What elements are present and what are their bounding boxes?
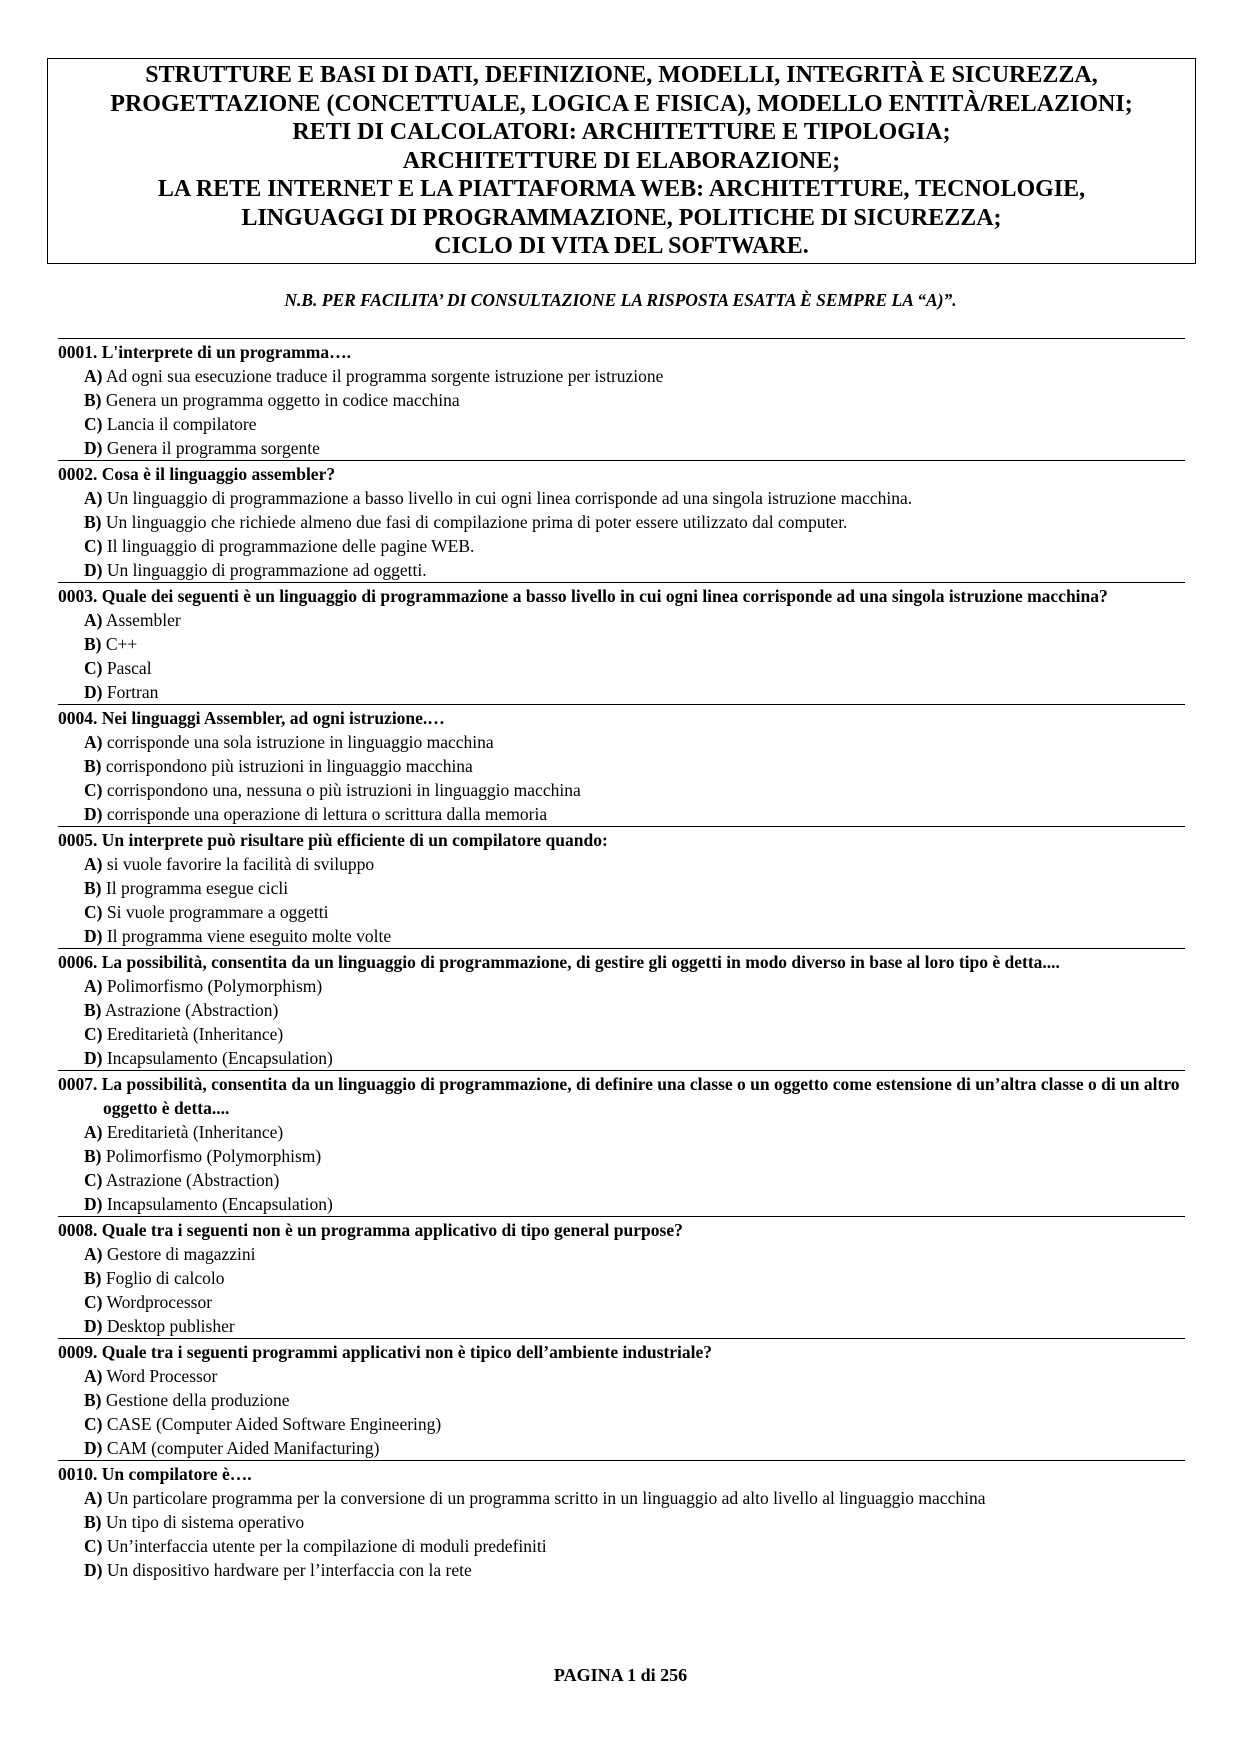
option-text: Un linguaggio che richiede almeno due fasi di compilazione prima di poter essere utilizzato dal computer. [101,512,848,532]
option-text: Genera un programma oggetto in codice macchina [101,390,460,410]
option-text: Incapsulamento (Encapsulation) [102,1194,333,1214]
option-letter: B) [84,634,102,654]
question-item [58,704,1185,826]
answer-option [58,802,1185,826]
question-text: 0006. La possibilità, consentita da un linguaggio di programmazione, di gestire gli oggetti in modo diverso in base al loro tipo è detta.... [58,952,1060,972]
option-text: Fortran [102,682,159,702]
option-text: Lancia il compilatore [102,414,257,434]
answer-option [58,900,1185,924]
question-list [58,338,1185,1582]
answer-option [58,656,1185,680]
option-letter: C) [84,1292,103,1312]
option-letter: A) [84,732,103,752]
option-letter: C) [84,1536,103,1556]
answer-option [58,364,1185,388]
option-letter: A) [84,610,103,630]
answer-note: N.B. PER FACILITA’ DI CONSULTAZIONE LA RISPOSTA ESATTA È SEMPRE LA “A)”. [284,290,957,310]
option-text: Polimorfismo (Polymorphism) [101,1146,322,1166]
answer-option [58,412,1185,436]
option-letter: B) [84,1512,102,1532]
option-text: Desktop publisher [102,1316,235,1336]
option-text: Genera il programma sorgente [102,438,320,458]
option-text: Il programma esegue cicli [101,878,289,898]
title-line: STRUTTURE E BASI DI DATI, DEFINIZIONE, MODELLI, INTEGRITÀ E SICUREZZA, [145,61,1098,88]
option-letter: A) [84,1122,103,1142]
question-item [58,826,1185,948]
answer-option [58,1412,1185,1436]
question-item [58,338,1185,460]
answer-option [58,1388,1185,1412]
answer-option [58,1120,1185,1144]
answer-option [58,1192,1185,1216]
answer-option [58,778,1185,802]
option-letter: B) [84,878,102,898]
answer-option [58,1486,1185,1510]
option-text: Ereditarietà (Inheritance) [102,1024,284,1044]
option-text: Gestore di magazzini [102,1244,256,1264]
question-item [58,1338,1185,1460]
option-letter: C) [84,536,103,556]
answer-option [58,1022,1185,1046]
option-text: Un dispositivo hardware per l’interfaccia con la rete [102,1560,472,1580]
question-text: 0003. Quale dei seguenti è un linguaggio di programmazione a basso livello in cui ogni linea corrisponde ad una singola istruzione macchina? [58,586,1108,606]
answer-option [58,1290,1185,1314]
option-text: Ereditarietà (Inheritance) [102,1122,284,1142]
option-letter: B) [84,756,102,776]
question-text: 0008. Quale tra i seguenti non è un programma applicativo di tipo general purpose? [58,1220,683,1240]
option-letter: C) [84,658,103,678]
option-letter: D) [84,926,103,946]
option-text: Polimorfismo (Polymorphism) [102,976,323,996]
option-text: CASE (Computer Aided Software Engineering) [102,1414,442,1434]
option-letter: D) [84,1560,103,1580]
option-text: Astrazione (Abstraction) [102,1170,280,1190]
option-text: Word Processor [102,1366,218,1386]
option-letter: B) [84,1268,102,1288]
option-letter: B) [84,1146,102,1166]
option-letter: D) [84,804,103,824]
question-item [58,582,1185,704]
answer-option [58,486,1185,510]
question-item [58,1216,1185,1338]
option-letter: D) [84,1048,103,1068]
option-text: corrisponde una operazione di lettura o scrittura dalla memoria [102,804,548,824]
answer-option [58,754,1185,778]
question-text: 0004. Nei linguaggi Assembler, ad ogni istruzione.… [58,708,445,728]
option-letter: A) [84,1488,103,1508]
option-letter: B) [84,1000,102,1020]
option-letter: A) [84,976,103,996]
answer-option [58,510,1185,534]
question-item [58,948,1185,1070]
option-letter: D) [84,1194,103,1214]
answer-option [58,1436,1185,1460]
answer-option [58,1046,1185,1070]
answer-option [58,1168,1185,1192]
answer-option [58,998,1185,1022]
option-letter: C) [84,780,103,800]
option-letter: D) [84,1316,103,1336]
title-line: CICLO DI VITA DEL SOFTWARE. [434,233,809,260]
title-box [47,58,1196,264]
option-text: Il programma viene eseguito molte volte [102,926,392,946]
option-text: CAM (computer Aided Manifacturing) [102,1438,380,1458]
title-line: LA RETE INTERNET E LA PIATTAFORMA WEB: ARCHITETTURE, TECNOLOGIE, [157,176,1086,203]
option-letter: B) [84,1390,102,1410]
answer-option [58,1364,1185,1388]
option-letter: A) [84,366,103,386]
answer-option [58,608,1185,632]
page-number: PAGINA 1 di 256 [553,1665,688,1685]
option-letter: B) [84,390,102,410]
answer-option [58,924,1185,948]
option-text: Assembler [102,610,181,630]
title-line: RETI DI CALCOLATORI: ARCHITETTURE E TIPOLOGIA; [292,119,951,146]
option-text: si vuole favorire la facilità di sviluppo [102,854,375,874]
title-line: ARCHITETTURE DI ELABORAZIONE; [402,147,841,174]
option-text: Foglio di calcolo [101,1268,225,1288]
answer-option [58,1558,1185,1582]
option-text: Un particolare programma per la conversione di un programma scritto in un linguaggio ad alto livello al linguaggio macchina [102,1488,986,1508]
title-line: LINGUAGGI DI PROGRAMMAZIONE, POLITICHE DI SICUREZZA; [241,204,1002,231]
option-text: Un’interfaccia utente per la compilazione di moduli predefiniti [102,1536,547,1556]
option-text: Un tipo di sistema operativo [101,1512,305,1532]
question-text: 0010. Un compilatore è…. [58,1464,252,1484]
option-letter: D) [84,560,103,580]
answer-option [58,388,1185,412]
option-letter: A) [84,1366,103,1386]
answer-option [58,1144,1185,1168]
title-line: PROGETTAZIONE (CONCETTUALE, LOGICA E FISICA), MODELLO ENTITÀ/RELAZIONI; [110,90,1133,117]
question-text: 0005. Un interprete può risultare più efficiente di un compilatore quando: [58,830,608,850]
option-text: Pascal [102,658,152,678]
answer-option [58,876,1185,900]
answer-option [58,534,1185,558]
option-letter: D) [84,438,103,458]
question-text: 0001. L'interprete di un programma…. [58,342,351,362]
option-letter: C) [84,902,103,922]
answer-option [58,730,1185,754]
option-text: corrispondono più istruzioni in linguaggio macchina [101,756,473,776]
option-letter: D) [84,1438,103,1458]
answer-option [58,1510,1185,1534]
option-text: C++ [101,634,138,654]
question-item [58,1070,1185,1216]
answer-option [58,1266,1185,1290]
option-text: Un linguaggio di programmazione ad oggetti. [102,560,427,580]
answer-option [58,632,1185,656]
option-letter: B) [84,512,102,532]
answer-option [58,1242,1185,1266]
option-text: corrisponde una sola istruzione in linguaggio macchina [102,732,494,752]
option-text: corrispondono una, nessuna o più istruzioni in linguaggio macchina [102,780,581,800]
option-letter: A) [84,1244,103,1264]
question-text: 0009. Quale tra i seguenti programmi applicativi non è tipico dell’ambiente industriale? [58,1342,712,1362]
option-text: Gestione della produzione [101,1390,290,1410]
answer-option [58,852,1185,876]
option-text: Si vuole programmare a oggetti [102,902,329,922]
option-letter: A) [84,854,103,874]
question-item [58,1460,1185,1582]
option-letter: C) [84,414,103,434]
option-text: Incapsulamento (Encapsulation) [102,1048,333,1068]
question-item [58,460,1185,582]
answer-option [58,436,1185,460]
answer-option [58,558,1185,582]
question-text: 0007. La possibilità, consentita da un linguaggio di programmazione, di definire una classe o un oggetto come estensione di un’altra classe o di un altro oggetto è detta.... [58,1074,1180,1118]
answer-option [58,974,1185,998]
answer-option [58,1314,1185,1338]
option-text: Il linguaggio di programmazione delle pagine WEB. [102,536,475,556]
answer-option [58,680,1185,704]
option-letter: D) [84,682,103,702]
option-text: Astrazione (Abstraction) [101,1000,279,1020]
question-text: 0002. Cosa è il linguaggio assembler? [58,464,336,484]
option-letter: C) [84,1414,103,1434]
answer-option [58,1534,1185,1558]
option-letter: C) [84,1024,103,1044]
option-text: Un linguaggio di programmazione a basso livello in cui ogni linea corrisponde ad una singola istruzione macchina. [102,488,913,508]
option-text: Wordprocessor [102,1292,213,1312]
option-letter: A) [84,488,103,508]
option-letter: C) [84,1170,103,1190]
option-text: Ad ogni sua esecuzione traduce il programma sorgente istruzione per istruzione [102,366,664,386]
